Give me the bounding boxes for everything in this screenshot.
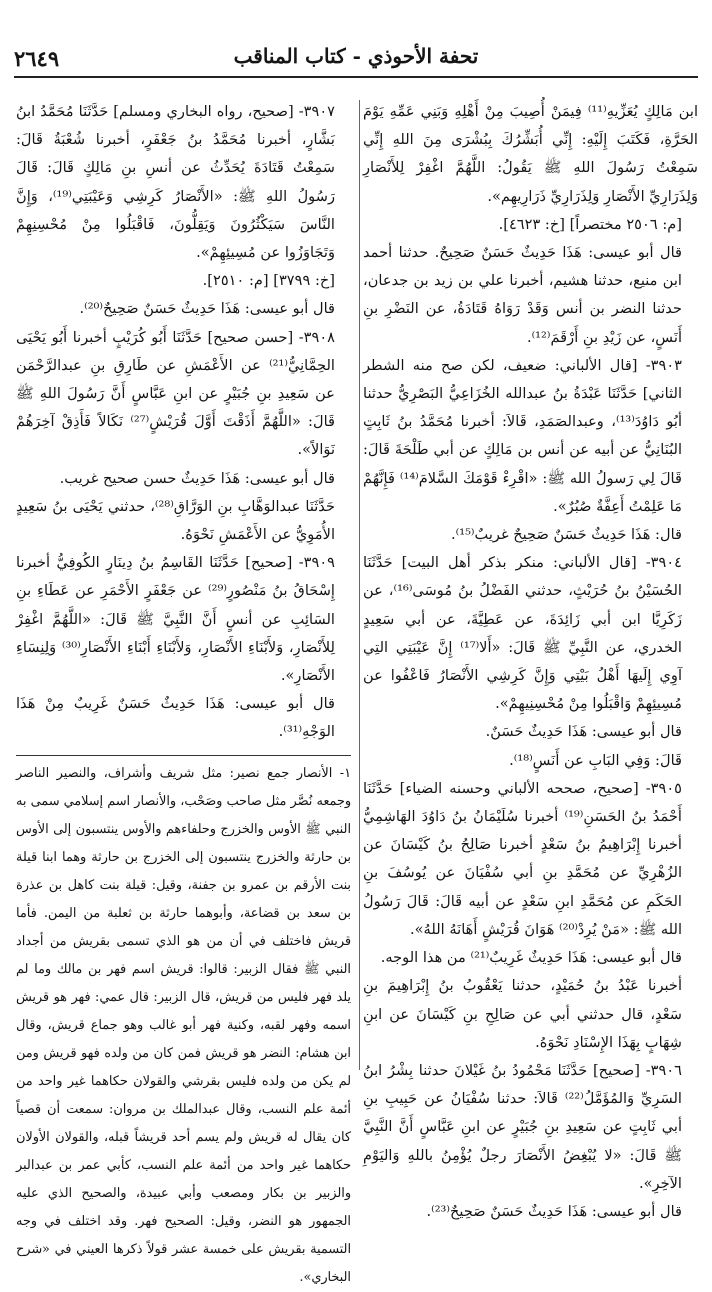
grading: قال أبو عيسى: هَذَا حَدِيثٌ حسن صحيح غريب. — [59, 469, 335, 487]
running-title: تحفة الأحوذي - كتاب المناقب — [233, 44, 479, 68]
hadith-3907: ٣٩٠٧- [صحيح، رواه البخاري ومسلم] حَدَّثَنَا مُحَمَّدُ ابنُ بَشَّارٍ، أخبرنا مُحَمَّدُ بنُ جَعْفَرٍ، أخبرنا شُعْبَةُ قَالَ: سَمِعْتُ قَتَادَةَ يُحَدِّثُ عن أنسِ بنِ مَالِكٍ قَالَ: قَالَ رَسُولُ اللهِ ﷺ: «الأَنْصَارُ كَرِشِي وَعَيْبَتِي⁽¹⁹⁾، وَإِنَّ النَّاسَ سَيَكْثُرُونَ وَيَقِلُّونَ، فَاقْبَلُوا مِنْ مُحْسِنِهِمْ وَتَجَاوَزُوا عن مُسِيئِهِمْ». — [16, 103, 335, 262]
hadith-3903: ٣٩٠٣- [قال الألباني: ضعيف، لكن صح منه الشطر الثاني] حَدَّثَنَا عَبْدَةُ بنُ عبدالله الخُزَاعِيُّ البَصْرِيُّ حدثنا أبُو دَاوُدَ⁽¹³⁾، وعبدالصَمَدِ، قَالاَ: أخبرنا مُحَمَّدُ بنُ ثَابِتٍ البُنَانِيُّ عن أبيه عن أنس بن مَالِكٍ عن أبي طَلْحَةَ قَالَ: قَالَ لِي رَسولُ الله ﷺ: «اقْرِءْ قَوْمَكَ السَّلامَ⁽¹⁴⁾ فَإِنَّهُمْ مَا عَلِمْتُ أَعِفَّةٌ صُبُرٌ». — [363, 356, 682, 515]
footnote: ١- الأنصار جمع نصير: مثل شريف وأشراف، والنصير الناصر وجمعه نُصَّر مثل صاحب وصَحْب، والأنصار اسم إسلامي سمى به النبي ﷺ الأوس والخزرج وحلفاءهم والأوس ينتسبون إلى الأوس بن حارثة والخزرج ينتسبون إلى الخزرج بن حارثة وهما ابنا قيلة بنت الأرقم بن عمرو بن جفنة، وقيل: قيلة بنت كاهل بن عذرة بن سعد بن قضاعة، وأبوهما حارثة بن ثعلبة من اليمن. فأما قريش فاختلف في أن من هو الذي تسمى بقريش من أجداد النبي ﷺ فقال الزبير: قالوا: قريش اسم فهر بن مالك وما لم يلد فهر فليس من قريش، قال الزبير: قال عمي: فهر هو قريش اسمه وفهر لقبه، وكنية فهر أبو غالب وهو جماع قريش، وقال ابن هشام: النضر هو قريش فمن كان من ولده فهو قريش ومن لم يكن من ولده فليس بقرشي والقولان حكاهما غير واحد من أئمة علم النسب، وقال عبدالملك بن مروان: سمعت أن قصياً كان يقال له قريش ولم يسم أحد قريشاً قبله، والقولان الأولان حكاهما غير واحد من أئمة علم النسب، كأبي عمر بن عبدالبر والزبير بن بكار ومصعب وأبي عبيدة، والصحيح الذي عليه الجمهور هو النضر، وقيل: الصحيح فهر. وقد اختلف في وجه التسمية بقريش على خمسة عشر قولاً ذكرها العيني في «شرح البخاري». — [16, 765, 351, 1285]
grading: قال أبو عيسى: هَذَا حَدِيثٌ حَسَنٌ صَحِيحٌ⁽²⁰⁾. — [79, 300, 335, 318]
grading: قال أبو عيسى: هَذَا حَدِيثٌ غَرِيبٌ⁽²¹⁾ من هذا الوجه. — [380, 949, 682, 967]
hadith-3906: ٣٩٠٦- [صحيح] حَدَّثَنَا مَحْمُودُ بنُ غَيْلانَ حدثنا بِشْرُ ابنُ السَرِيِّ وَالمُؤَمَّلُ⁽²²⁾ قَالاَ: حدثنا سُفْيَانُ عن حَبِيبِ بنِ أبي ثَابِتٍ عن سَعِيدِ بنِ جُبَيْرٍ عن ابنِ عَبَّاسٍ أَنَّ النَّبِيَّ ﷺ قَالَ: «لا يُبْغِضُ الأَنْصَارَ رجلٌ يُؤْمِنُ باللهِ وَاليَوْمِ الآخِرِ». — [363, 1061, 682, 1192]
left-column — [16, 98, 351, 1292]
paragraph: قَالَ: وَفِي البَابِ عن أَنَسٍ⁽¹⁸⁾. — [509, 751, 682, 769]
grading: قال: هَذَا حَدِيثٌ حَسَنٌ صَحِيحٌ غريبٌ⁽¹⁵⁾. — [450, 526, 682, 544]
paragraph: قال أبو عيسى: هَذَا حَدِيثٌ حَسَنٌ صَحِيحٌ. حدثنا أحمد ابن منيع، حدثنا هشيم، أخبرنا علي بن زيد بن جدعان، حدثنا النضر بن أنس وَقَدْ رَوَاهُ قَتَادَةُ، عن النَضْرِ بنِ أَنَسٍ، عن زَيْدِ بنِ أَرْقَمَ⁽¹²⁾. — [363, 244, 682, 346]
citation: [خ: ٣٧٩٩] [م: ٢٥١٠]. — [202, 272, 335, 290]
hadith-3909: ٣٩٠٩- [صحيح] حَدَّثَنَا القَاسِمُ بنُ دِينَارٍ الكُوفِيُّ أخبرنا إِسْحَاقُ بنُ مَنْصُورٍ⁽²⁹⁾ عن جَعْفَرٍ الأَحْمَرِ عن عَطَاءِ بنِ السَائِبِ عن أنسٍ أَنَّ النَّبِيَّ ﷺ قَالَ: «اللَّهُمَّ اغْفِرْ لِلأَنْصَارِ، وَلأَبْنَاءِ الأَنْصَارِ، وَلأَبْنَاءِ أَبْنَاءِ الأَنْصَارِ⁽³⁰⁾ وَلِنِسَاءِ الأَنْصَارِ». — [16, 554, 335, 685]
grading: قال أبو عيسى: هَذَا حَدِيثٌ حَسَنٌ غَرِيبٌ مِنْ هَذَا الوَجْهِ⁽³¹⁾. — [16, 695, 335, 741]
header-rule — [14, 76, 698, 78]
citation: [م: ٢٥٠٦ مختصراً] [خ: ٤٦٢٣]. — [498, 215, 682, 233]
hadith-3904: ٣٩٠٤- [قال الألباني: منكر بذكر أهل البيت] حَدَّثَنَا الحُسَيْنُ بنُ حُرَيْثٍ، حدثني الفَضْلُ بنُ مُوسَى⁽¹⁶⁾، عن زَكَرِيَّا ابن أبي زَائِدَةَ، عن عَطِيَّةَ، عن أبي سَعِيدٍ الخدري، عن النَّبِيِّ ﷺ قَالَ: «أَلا⁽¹⁷⁾ إِنَّ عَيْبَتِي التِي آوِي إِلَيهَا أَهْلُ بَيْتِي وَإِنَّ كَرِشِي الأَنْصَارُ فَاعْفُوا عن مُسِيئِهِمْ وَاقْبَلُوا مِنْ مُحْسِنِيهِمْ». — [363, 554, 682, 713]
right-column — [363, 98, 698, 1226]
paragraph: حَدَّثَنَا عبدالوَهَّابِ بنِ الوَرَّاقِ⁽²⁸⁾، حدثني يَحْيَى بنُ سَعِيدٍ الأُمَوِيُّ عن الأَعْمَشِ نَحْوَهُ. — [16, 497, 335, 544]
footnote-rule — [16, 755, 351, 756]
page-header — [14, 40, 698, 74]
grading: قال أبو عيسى: هَذَا حَدِيثٌ حَسَنٌ صَحِيحٌ⁽²³⁾. — [426, 1202, 682, 1220]
hadith-3908: ٣٩٠٨- [حسن صحيح] حَدَّثَنَا أَبُو كُرَيْبٍ أخبرنا أَبُو يَحْيَى الحِمَّانِيُّ⁽²¹⁾ عن الأَعْمَشِ عن طَارِقِ بنِ عبدالرَّحْمَن عن سَعِيدِ بنِ جُبَيْرٍ عن ابنِ عَبَّاسٍ أَنَّ رَسُولَ اللهِ ﷺ قَالَ: «اللَّهُمَّ أَذَقْتَ أَوَّلَ قُرَيْشٍ⁽²⁷⁾ نَكَالاً فَأَذِقْ آخِرَهُمْ نَوَالاً». — [16, 328, 335, 459]
page-number: ٢٦٤٩ — [14, 46, 60, 71]
hadith-3905: ٣٩٠٥- [صحيح، صححه الألباني وحسنه الضياء] حَدَّثَنَا أَحْمَدُ بنُ الحَسَنِ⁽¹⁹⁾ أخبرنا سُلَيْمَانُ بنُ دَاوُدَ الهَاشِمِيُّ أخبرنا إِبْرَاهِيمُ بنُ سَعْدٍ أخبرنا صَالِحُ بنُ كَيْسَانَ عن الزُهْرِيِّ عن مُحَمَّدِ بنِ أبي سُفْيَانَ عن يُوسُفَ بنِ الحَكَمِ عن مُحَمَّدِ ابنِ سَعْدٍ عن أبيه قَالَ: قَالَ رَسُولُ الله ﷺ: «مَنْ يُرِدْ⁽²⁰⁾ هَوَانَ قُرَيْشٍ أَهَانَهُ اللهُ». — [363, 779, 682, 938]
grading: قال أبو عيسى: هَذَا حَدِيثٌ حَسَنٌ. — [485, 723, 682, 741]
paragraph: أخبرنا عَبْدُ بنُ حُمَيْدٍ، حدثنا يَعْقُوبُ بنُ إِبْرَاهِيمَ بنِ سَعْدٍ، قال حدثني أبي عن صَالِحِ بنِ كَيْسَانَ عن ابنِ شِهَابٍ بِهَذَا الإِسْنَادِ نَحْوَهُ. — [363, 977, 682, 1051]
column-divider — [359, 100, 360, 1070]
paragraph: ابن مَالِكٍ يُعَزِّيهِ⁽¹¹⁾ فِيمَنْ أُصِيبَ مِنْ أَهْلِهِ وَبَنِي عَمِّهِ يَوْمَ الحَرَّةِ، فَكَتَبَ إِلَيْهِ: إِنِّي أُبَشِّرُكَ بِبُشْرَى مِنَ اللهِ إِنِّي سَمِعْتُ رَسُولَ اللهِ ﷺ يَقُولُ: اللَّهُمَّ اغْفِرْ لِلأَنْصَارِ وَلِذَرَارِيِّ الأَنْصَارِ وَلِذَرَارِيِّ ذَرَارِيهِم». — [363, 103, 698, 205]
